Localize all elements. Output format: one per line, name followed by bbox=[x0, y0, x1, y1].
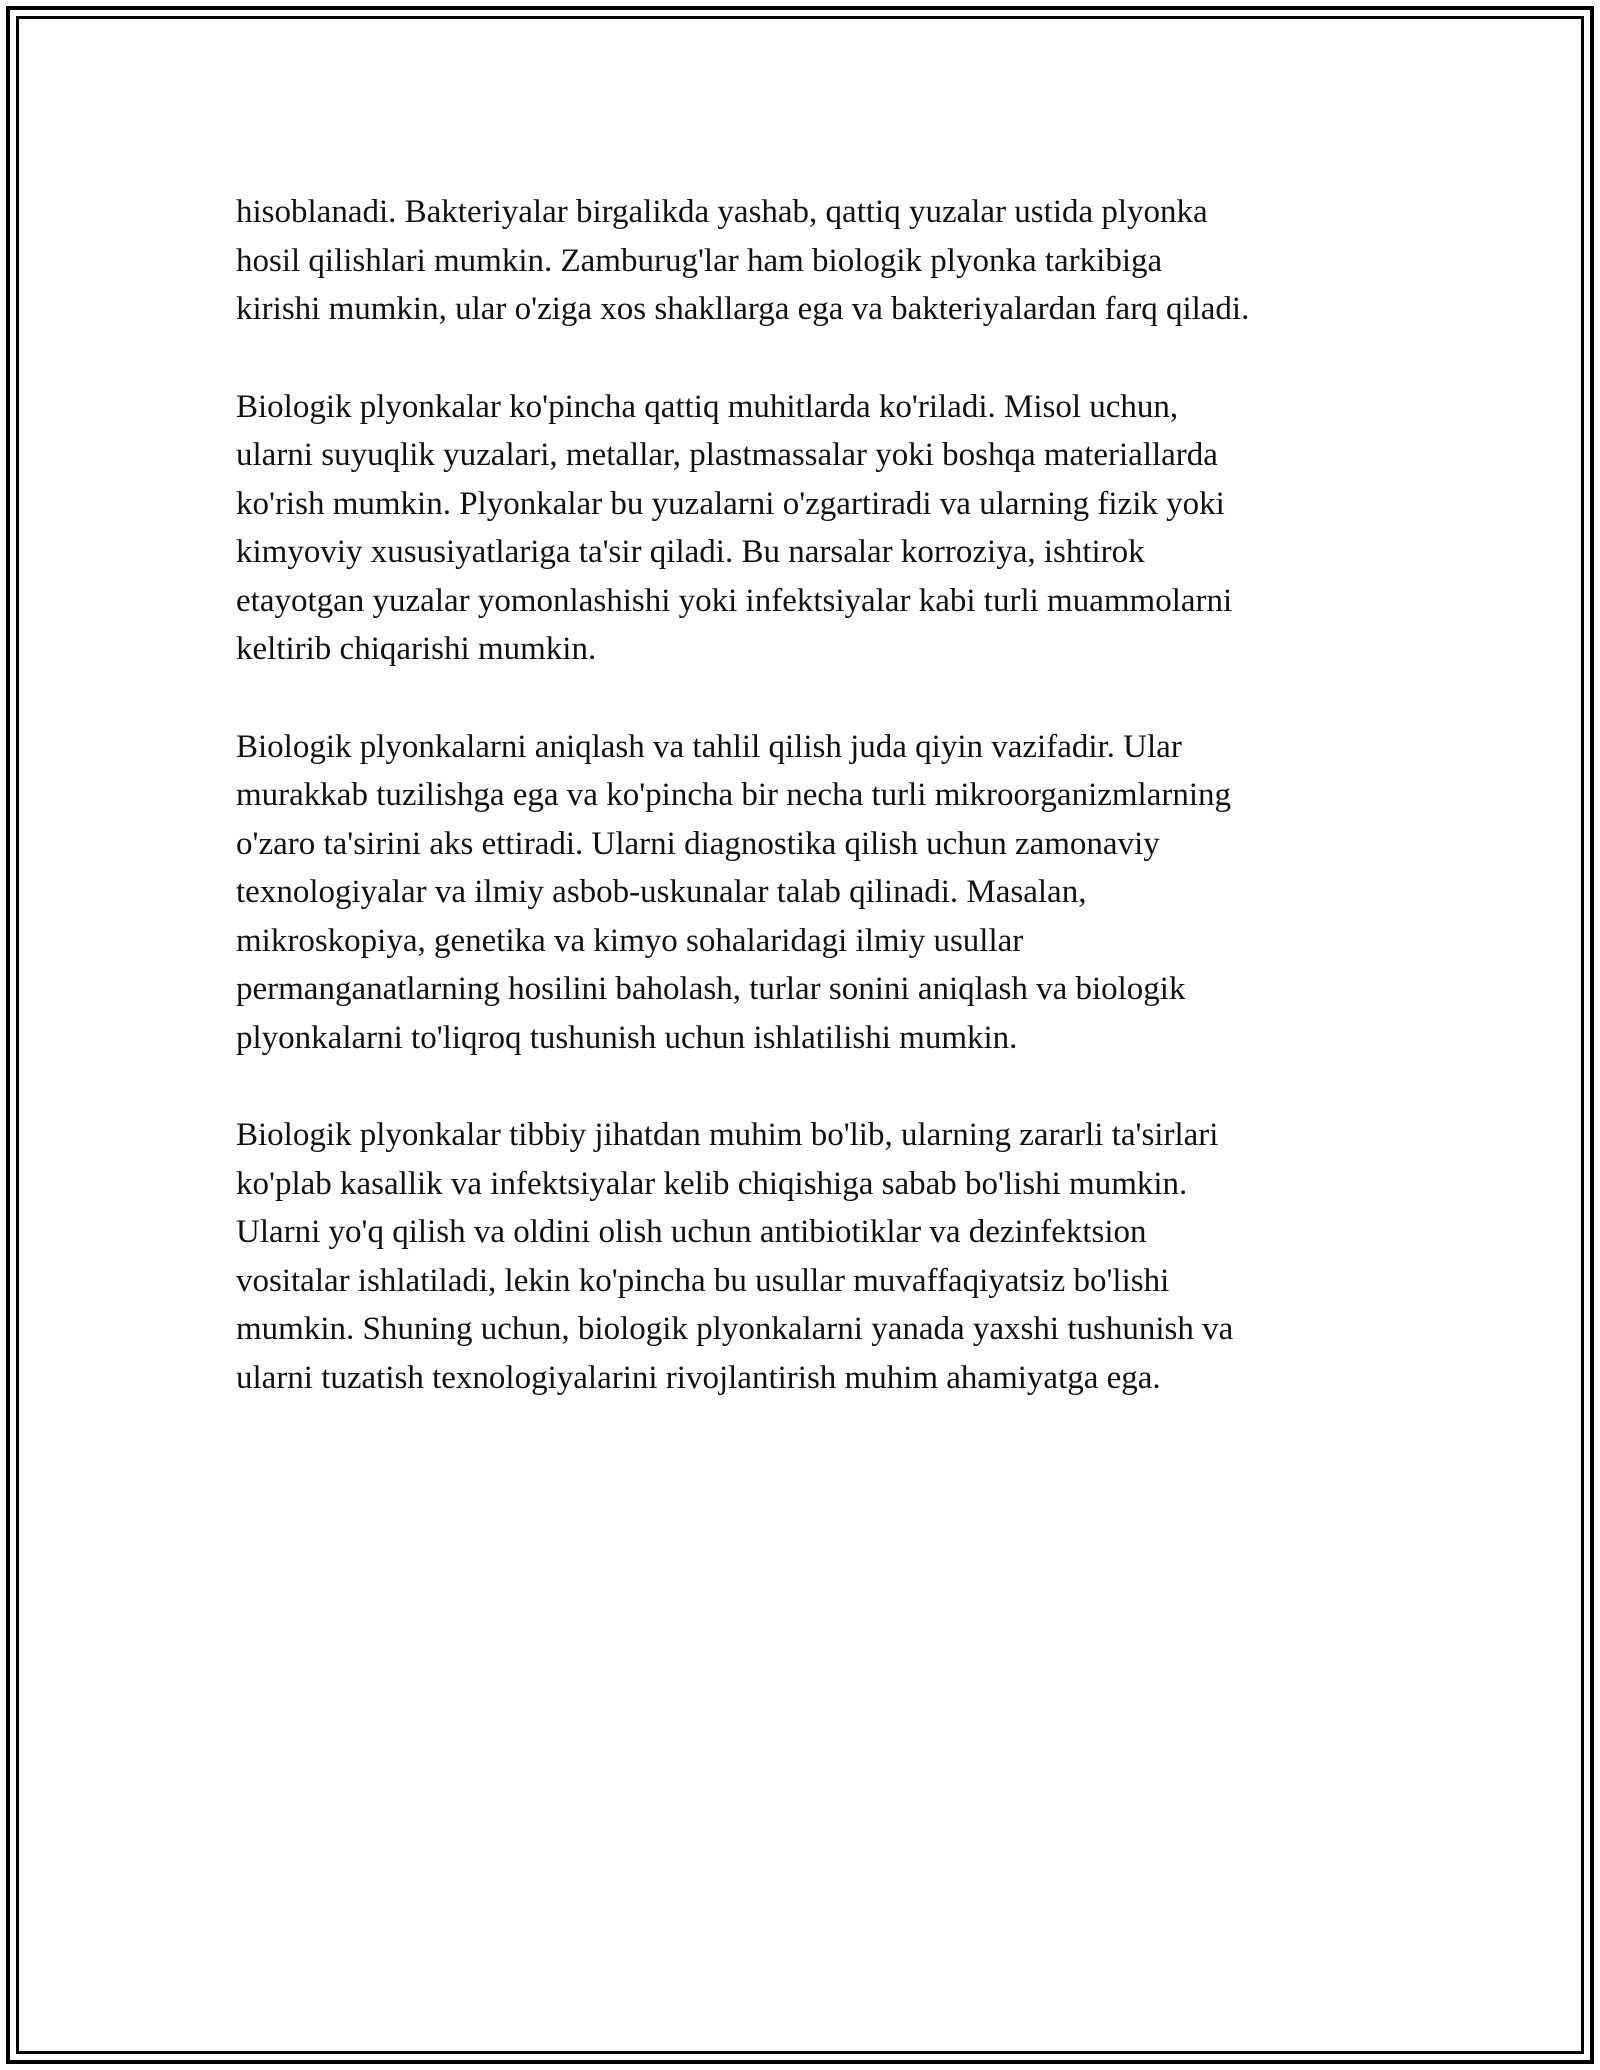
paragraph: Biologik plyonkalar ko'pincha qattiq muhitlarda ko'riladi. Misol uchun, ularni suyuqlik yuzalari, metallar, plastmassalar yoki boshqa materiallarda ko'rish mumkin. Plyonkalar bu yuzalarni o'zgartiradi va ularning fizik yoki kimyoviy xususiyatlariga ta'sir qiladi. Bu narsalar korroziya, ishtirok etayotgan yuzalar yomonlashishi yoki infektsiyalar kabi turli muammolarni keltirib chiqarishi mumkin. bbox=[236, 388, 1233, 667]
paragraph: Biologik plyonkalarni aniqlash va tahlil qilish juda qiyin vazifadir. Ular murakkab tuzilishga ega va ko'pincha bir necha turli mikroorganizmlarning o'zaro ta'sirini aks ettiradi. Ularni diagnostika qilish uchun zamonaviy texnologiyalar va ilmiy asbob-uskunalar talab qilinadi. Masalan, mikroskopiya, genetika va kimyo sohalaridagi ilmiy usullar permanganatlarning hosilini baholash, turlar sonini aniqlash va biologik plyonkalarni to'liqroq tushunish uchun ishlatilishi mumkin. bbox=[236, 728, 1232, 1056]
document-body bbox=[236, 188, 1416, 1451]
paragraph: Biologik plyonkalar tibbiy jihatdan muhim bo'lib, ularning zararli ta'sirlari ko'plab kasallik va infektsiyalar kelib chiqishiga sabab bo'lishi mumkin. Ularni yo'q qilish va oldini olish uchun antibiotiklar va dezinfektsion vositalar ishlatiladi, lekin ko'pincha bu usullar muvaffaqiyatsiz bo'lishi mumkin. Shuning uchun, biologik plyonkalarni yanada yaxshi tushunish va ularni tuzatish texnologiyalarini rivojlantirish muhim ahamiyatga ega. bbox=[236, 1117, 1234, 1396]
paragraph: hisoblanadi. Bakteriyalar birgalikda yashab, qattiq yuzalar ustida plyonka hosil qilishlari mumkin. Zamburug'lar ham biologik plyonka tarkibiga kirishi mumkin, ular o'ziga xos shakllarga ega va bakteriyalardan farq qiladi. bbox=[236, 194, 1250, 327]
